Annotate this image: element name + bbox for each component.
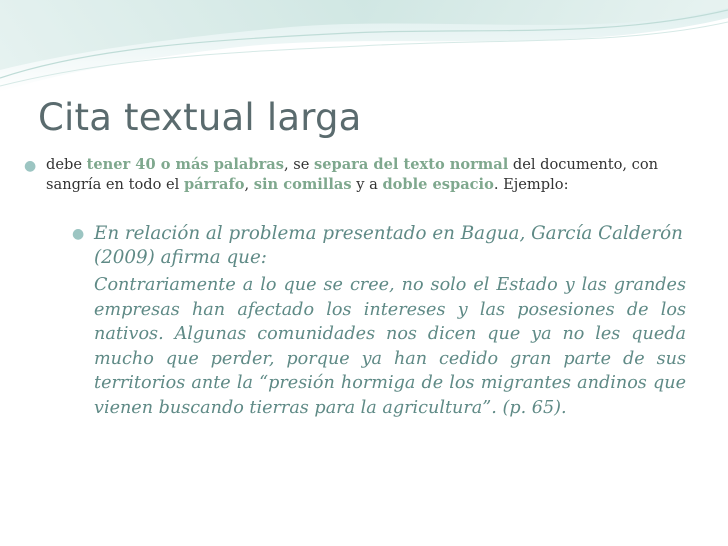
- block-quote: Contrariamente a lo que se cree, no solo el Estado y las grandes empresas han afectado los intereses y las posesiones de los nativos. Algunas comunidades nos dicen que ya no les queda mucho que perder, porque ya han cedido gran parte de sus territorios ante la “presión hormiga de los migrantes andinos que vienen buscando tierras para la agricultura”. (p. 65).: [94, 275, 686, 418]
- sub-bullet-marker-icon: ●: [72, 226, 85, 242]
- bullet-text-segment: del documento, con sangría en todo el: [46, 156, 659, 193]
- slide-title: Cita textual larga: [38, 96, 362, 139]
- highlight-term: párrafo: [183, 176, 245, 193]
- decorative-header-band: [0, 0, 728, 95]
- sub-bullet-lead: En relación al problema presentado en Bagua, García Calderón (2009) afirma que:: [94, 223, 683, 268]
- bullet-text: [46, 156, 658, 193]
- bullet-marker-icon: ●: [24, 158, 37, 174]
- highlight-term: sin comillas: [253, 176, 352, 193]
- bullet-text-segment: y a: [351, 176, 383, 193]
- highlight-term: separa del texto normal: [313, 156, 509, 173]
- sub-bullet: [72, 222, 686, 420]
- bullet-main: [24, 155, 686, 195]
- highlight-term: doble espacio: [382, 176, 494, 193]
- bullet-text-segment: . Ejemplo:: [493, 176, 569, 193]
- highlight-term: tener 40 o más palabras: [86, 156, 284, 173]
- bullet-text-segment: debe: [46, 156, 87, 173]
- bullet-text-segment: ,: [244, 176, 254, 193]
- bullet-text-segment: , se: [283, 156, 314, 173]
